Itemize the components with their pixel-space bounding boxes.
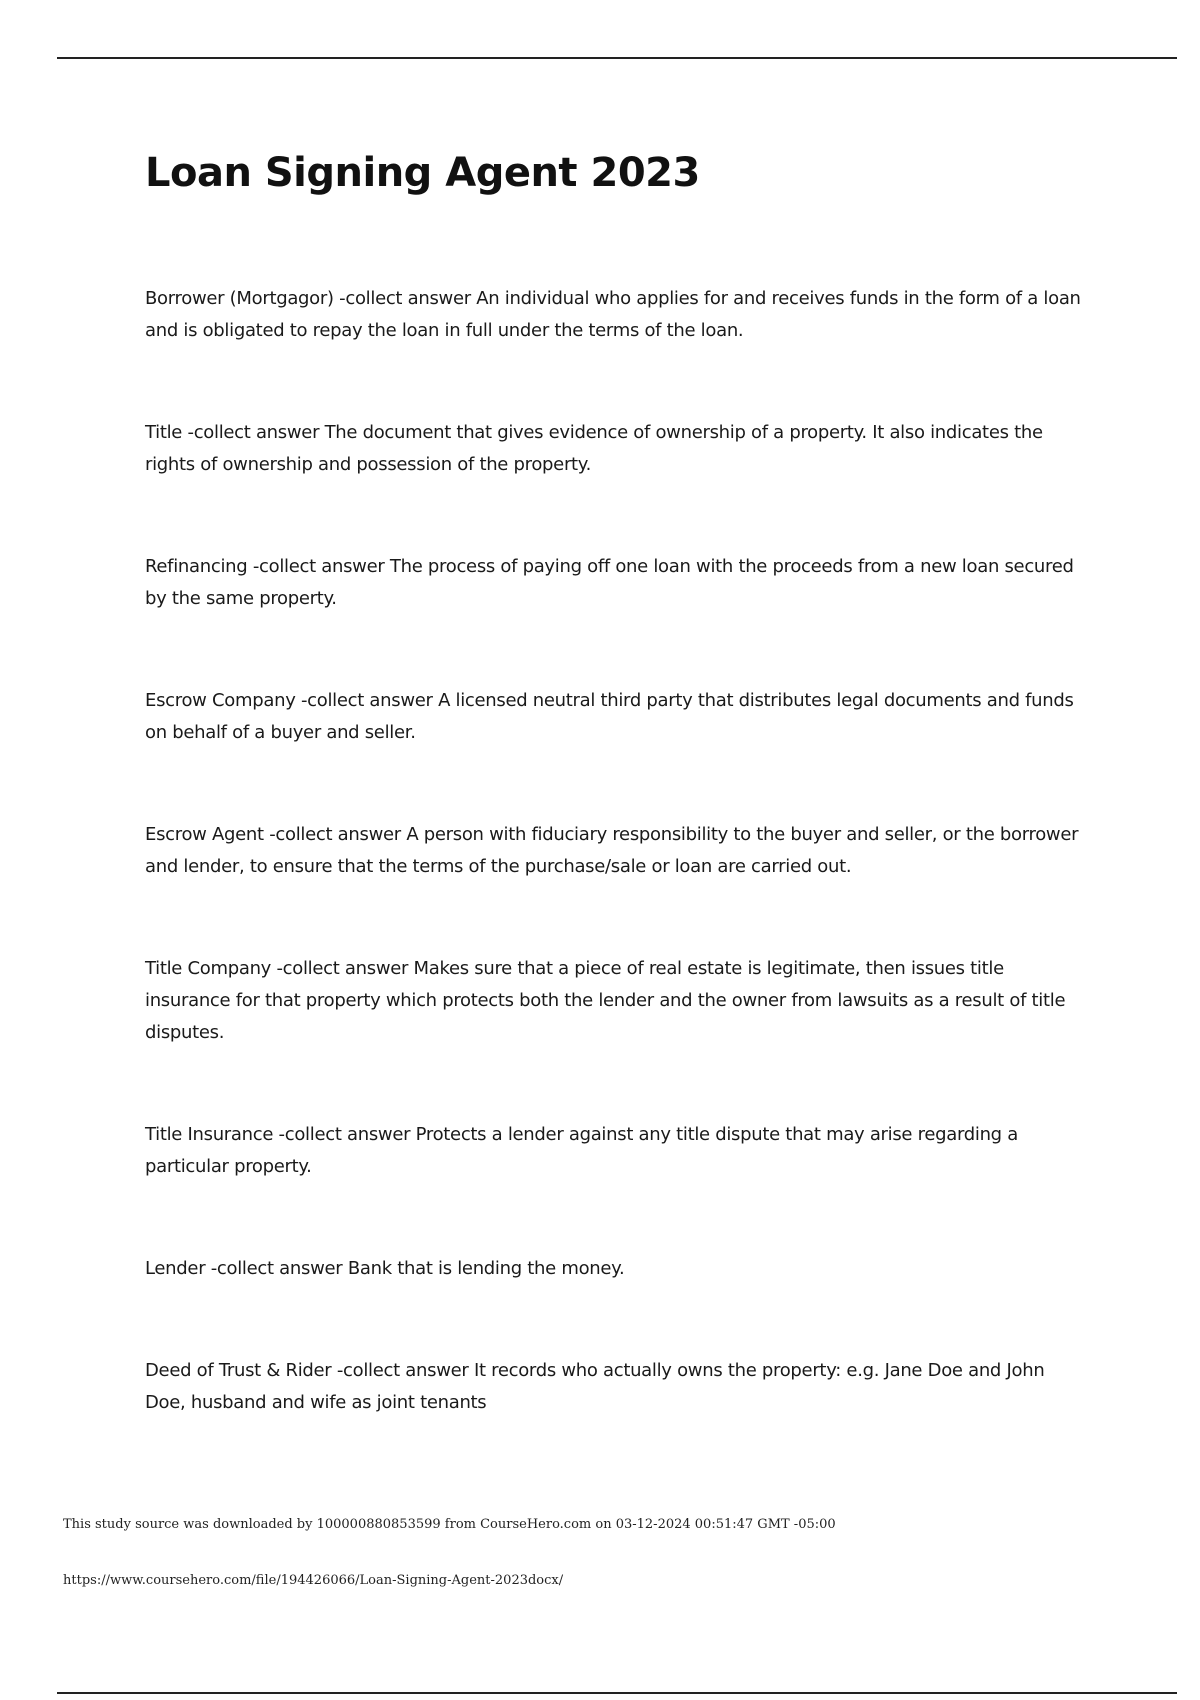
entry-term: Deed of Trust & Rider bbox=[145, 1360, 332, 1381]
glossary-entry bbox=[145, 1119, 1085, 1183]
entry-separator: -collect answer bbox=[269, 824, 401, 845]
entry-separator: -collect answer bbox=[339, 288, 471, 309]
entry-separator: -collect answer bbox=[300, 690, 433, 711]
entry-definition: It records who actually owns the property: e.g. Jane Doe and John Doe, husband and wife as joint tenants bbox=[145, 1360, 1045, 1413]
entry-separator: -collect answer bbox=[336, 1360, 469, 1381]
glossary-entry bbox=[145, 1253, 1085, 1285]
entry-term: Lender bbox=[145, 1258, 206, 1279]
entry-term: Escrow Agent bbox=[145, 824, 264, 845]
entry-definition: Makes sure that a piece of real estate is legitimate, then issues title insurance for that property which protects both the lender and the owner from lawsuits as a result of title disputes. bbox=[145, 958, 1066, 1043]
entry-separator: -collect answer bbox=[278, 1124, 411, 1145]
glossary-entry bbox=[145, 685, 1085, 749]
entry-definition: A licensed neutral third party that distributes legal documents and funds on behalf of a buyer and seller. bbox=[145, 690, 1074, 743]
top-divider bbox=[57, 57, 1177, 59]
entry-term: Escrow Company bbox=[145, 690, 296, 711]
glossary-entry bbox=[145, 283, 1085, 347]
entry-separator: -collect answer bbox=[276, 958, 409, 979]
document-title: Loan Signing Agent 2023 bbox=[145, 150, 700, 196]
entry-definition: A person with fiduciary responsibility to the buyer and seller, or the borrower and lender, to ensure that the terms of the purchase/sale or loan are carried out. bbox=[145, 824, 1079, 877]
glossary-entry bbox=[145, 1355, 1085, 1419]
entry-term: Refinancing bbox=[145, 556, 248, 577]
entry-separator: -collect answer bbox=[210, 1258, 343, 1279]
entry-term: Title Insurance bbox=[145, 1124, 274, 1145]
source-url: https://www.coursehero.com/file/194426066/Loan-Signing-Agent-2023docx/ bbox=[63, 1573, 564, 1588]
glossary-entry bbox=[145, 417, 1085, 481]
entry-definition: Bank that is lending the money. bbox=[347, 1258, 625, 1279]
glossary-entry bbox=[145, 819, 1085, 883]
entry-separator: -collect answer bbox=[187, 422, 320, 443]
entry-term: Title bbox=[145, 422, 183, 443]
entry-definition: The process of paying off one loan with the proceeds from a new loan secured by the same property. bbox=[145, 556, 1074, 609]
entry-term: Title Company bbox=[145, 958, 272, 979]
glossary-entry bbox=[145, 551, 1085, 615]
download-notice: This study source was downloaded by 100000880853599 from CourseHero.com on 03-12-2024 00:51:47 GMT -05:00 bbox=[63, 1517, 836, 1532]
glossary-entry bbox=[145, 953, 1085, 1049]
entry-definition: The document that gives evidence of ownership of a property. It also indicates the rights of ownership and possession of the property. bbox=[145, 422, 1043, 475]
entry-separator: -collect answer bbox=[252, 556, 385, 577]
entry-definition: Protects a lender against any title dispute that may arise regarding a particular property. bbox=[145, 1124, 1018, 1177]
bottom-divider bbox=[57, 1692, 1177, 1694]
entry-term: Borrower (Mortgagor) bbox=[145, 288, 334, 309]
entry-definition: An individual who applies for and receives funds in the form of a loan and is obligated to repay the loan in full under the terms of the loan. bbox=[145, 288, 1081, 341]
